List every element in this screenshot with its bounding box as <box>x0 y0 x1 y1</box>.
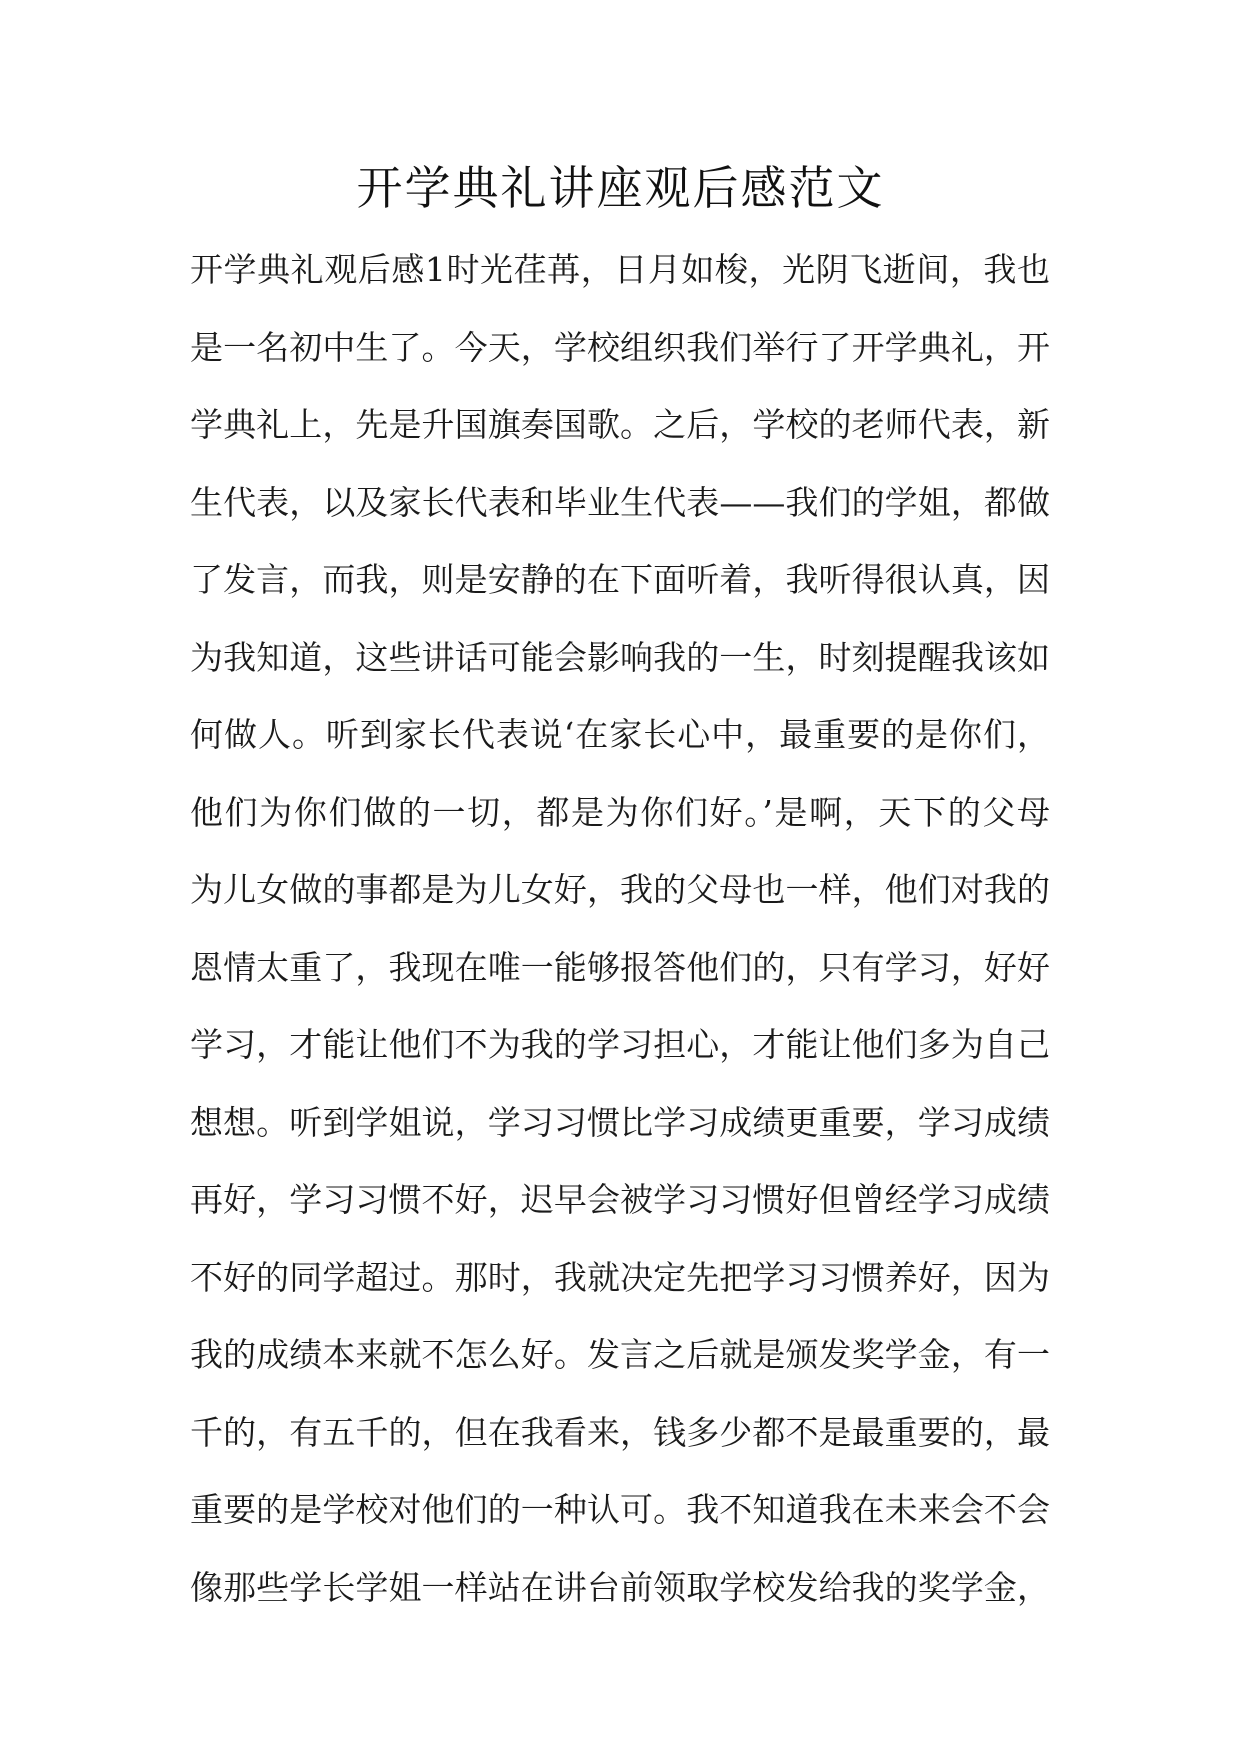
body-line: 了发言，而我，则是安静的在下面听着，我听得很认真，因 <box>190 560 1050 599</box>
body-line: 想想。听到学姐说，学习习惯比学习成绩更重要，学习成绩 <box>190 1102 1050 1142</box>
body-line: 生代表，以及家长代表和毕业生代表——我们的学姐，都做 <box>190 482 1050 522</box>
body-line: 他们为你们做的一切，都是为你们好。’是啊，天下的父母 <box>190 792 1050 832</box>
body-line: 何做人。听到家长代表说‘在家长心中，最重要的是你们， <box>190 715 1050 754</box>
body-line: 不好的同学超过。那时，我就决定先把学习习惯养好，因为 <box>190 1257 1050 1297</box>
body-line: 学习，才能让他们不为我的学习担心，才能让他们多为自己 <box>190 1025 1050 1064</box>
body-line: 千的，有五千的，但在我看来，钱多少都不是最重要的，最 <box>190 1412 1050 1452</box>
body-line: 我的成绩本来就不怎么好。发言之后就是颁发奖学金，有一 <box>190 1335 1050 1374</box>
body-line: 为儿女做的事都是为儿女好，我的父母也一样，他们对我的 <box>190 870 1050 909</box>
body-line: 再好，学习习惯不好，迟早会被学习习惯好但曾经学习成绩 <box>190 1180 1050 1219</box>
body-line: 像那些学长学姐一样站在讲台前领取学校发给我的奖学金， <box>190 1567 1050 1607</box>
document-body <box>190 240 1050 1635</box>
document-title: 开学典礼讲座观后感范文 <box>356 161 885 215</box>
body-line: 开学典礼观后感1时光荏苒，日月如梭，光阴飞逝间，我也 <box>190 250 1050 289</box>
body-line: 恩情太重了，我现在唯一能够报答他们的，只有学习，好好 <box>190 947 1050 987</box>
body-line: 为我知道，这些讲话可能会影响我的一生，时刻提醒我该如 <box>190 637 1050 677</box>
body-line: 是一名初中生了。今天，学校组织我们举行了开学典礼，开 <box>190 327 1050 367</box>
body-line: 学典礼上，先是升国旗奏国歌。之后，学校的老师代表，新 <box>190 405 1050 444</box>
body-line: 重要的是学校对他们的一种认可。我不知道我在未来会不会 <box>190 1490 1050 1529</box>
